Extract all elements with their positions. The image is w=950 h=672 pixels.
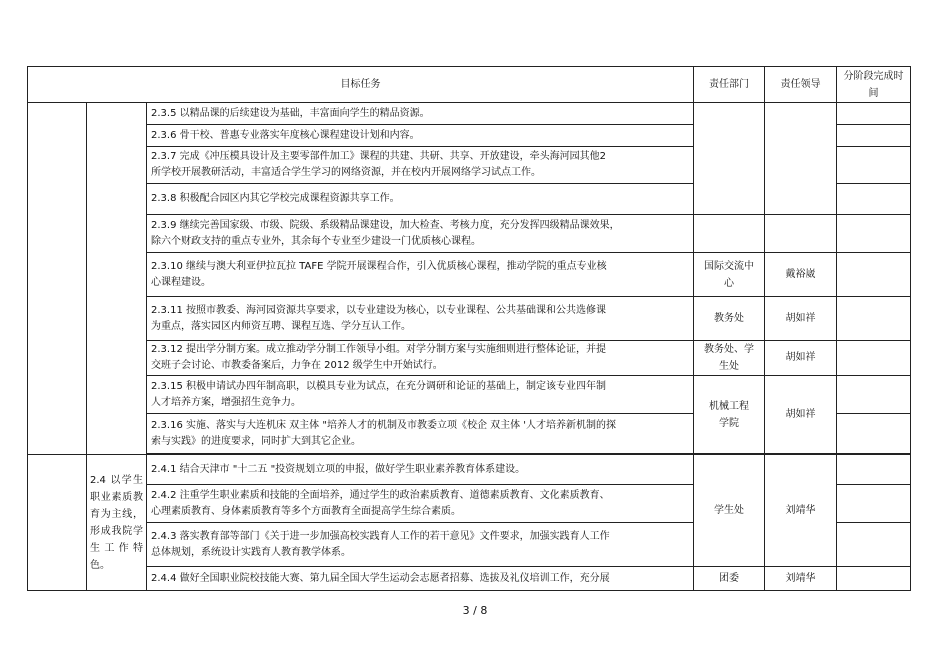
task-2-3-11: 2.3.11 按照市教委、海河园资源共享要求，以专业建设为核心，以专业课程、公共基础课和公共选修课 为重点，落实园区内师资互聘、课程互选、学分互认工作。 (147, 297, 694, 341)
leader-hu-3: 胡如祥 (765, 376, 837, 454)
table-row (28, 253, 911, 297)
task-2-3-16: 2.3.16 实施、落实与大连机床 双主体 "培养人才的机制及市教委立项《校企 双主体 '人才培养新机制的探 索与实践》的进度要求，同时扩大到其它企业。 (147, 414, 694, 454)
task-2-3-10: 2.3.10 继续与澳大利亚伊拉瓦拉 TAFE 学院开展课程合作，引入优质核心课程，推动学院的重点专业核 心课程建设。 (147, 253, 694, 297)
deadline-cell (837, 485, 911, 523)
table-row (28, 215, 911, 253)
task-2-3-6: 2.3.6 骨干校、普惠专业落实年度核心课程建设计划和内容。 (147, 125, 694, 147)
deadline-cell (837, 455, 911, 485)
deadline-cell (837, 125, 911, 147)
task-table (27, 66, 911, 591)
header-row (28, 67, 911, 103)
task-2-3-12: 2.3.12 提出学分制方案。成立推动学分制工作领导小组。对学分制方案与实施细则进行整体论证，并提 交班子会讨论、市教委备案后，力争在 2012 级学生中开始试行。 (147, 341, 694, 376)
task-2-3-8: 2.3.8 积极配合园区内其它学校完成课程资源共享工作。 (147, 184, 694, 215)
table-row (28, 341, 911, 376)
section-cell-empty (28, 103, 87, 455)
dept-jwc: 教务处 (694, 297, 765, 341)
section-2-4-label: 2.4 以学生职业素质教育为主线，形成我院学生工作特色。 (87, 455, 147, 591)
deadline-cell (837, 147, 911, 184)
dept-jwc-xsc: 教务处、学生处 (694, 341, 765, 376)
task-2-4-4: 2.4.4 做好全国职业院校技能大赛、第九届全国大学生运动会志愿者招募、选拔及礼仪培训工作，充分展 (147, 567, 694, 591)
leader-liu-1: 刘靖华 (765, 455, 837, 567)
table-row (28, 297, 911, 341)
table-row (28, 103, 911, 125)
section-cell-empty (28, 455, 87, 591)
deadline-cell (837, 103, 911, 125)
task-2-3-5: 2.3.5 以精品课的后续建设为基础，丰富面向学生的精品资源。 (147, 103, 694, 125)
table-row (28, 455, 911, 485)
task-2-4-1: 2.4.1 结合天津市 "十二五 "投资规划立项的申报，做好学生职业素养教育体系建设。 (147, 455, 694, 485)
dept-cell-empty (694, 215, 765, 253)
leader-dai: 戴裕崴 (765, 253, 837, 297)
task-2-4-2: 2.4.2 注重学生职业素质和技能的全面培养，通过学生的政治素质教育、道德素质教育、文化素质教育、 心理素质教育、身体素质教育等多个方面教育全面提高学生综合素质。 (147, 485, 694, 523)
task-2-3-7: 2.3.7 完成《冲压模具设计及主要零部件加工》课程的共建、共研、共享、开放建设，牵头海河园其他2 所学校开展教研活动，丰富适合学生学习的网络资源，并在校内开展网络学习试点工作。 (147, 147, 694, 184)
dept-cell-empty (694, 103, 765, 215)
page-number: 3 / 8 (462, 604, 488, 617)
header-dept: 责任部门 (694, 67, 765, 103)
task-2-4-3: 2.4.3 落实教育部等部门《关于进一步加强高校实践育人工作的若干意见》文件要求，加强实践育人工作 总体规划，系统设计实践育人教育教学体系。 (147, 523, 694, 567)
dept-jxgc: 机械工程学院 (694, 376, 765, 454)
leader-hu-2: 胡如祥 (765, 341, 837, 376)
deadline-cell (837, 523, 911, 567)
dept-intl: 国际交流中心 (694, 253, 765, 297)
table-row (28, 567, 911, 591)
deadline-cell (837, 297, 911, 341)
leader-cell-empty (765, 103, 837, 215)
subsection-cell-empty (87, 103, 147, 455)
deadline-cell (837, 184, 911, 215)
dept-tw: 团委 (694, 567, 765, 591)
deadline-cell (837, 253, 911, 297)
task-2-3-9: 2.3.9 继续完善国家级、市级、院级、系级精品课建设，加大检查、考核力度，充分发挥四级精品课效果， 除六个财政支持的重点专业外，其余每个专业至少建设一门优质核心课程。 (147, 215, 694, 253)
header-task: 目标任务 (28, 67, 694, 103)
deadline-cell (837, 341, 911, 376)
header-leader: 责任领导 (765, 67, 837, 103)
deadline-cell (837, 414, 911, 454)
dept-xsc: 学生处 (694, 455, 765, 567)
deadline-cell (837, 376, 911, 414)
leader-hu-1: 胡如祥 (765, 297, 837, 341)
task-2-3-15: 2.3.15 积极申请试办四年制高职，以模具专业为试点，在充分调研和论证的基础上，制定该专业四年制 人才培养方案，增强招生竞争力。 (147, 376, 694, 414)
leader-liu-2: 刘靖华 (765, 567, 837, 591)
deadline-cell (837, 567, 911, 591)
table-row (28, 376, 911, 414)
leader-cell-empty (765, 215, 837, 253)
header-deadline: 分阶段完成时间 (837, 67, 911, 103)
deadline-cell (837, 215, 911, 253)
